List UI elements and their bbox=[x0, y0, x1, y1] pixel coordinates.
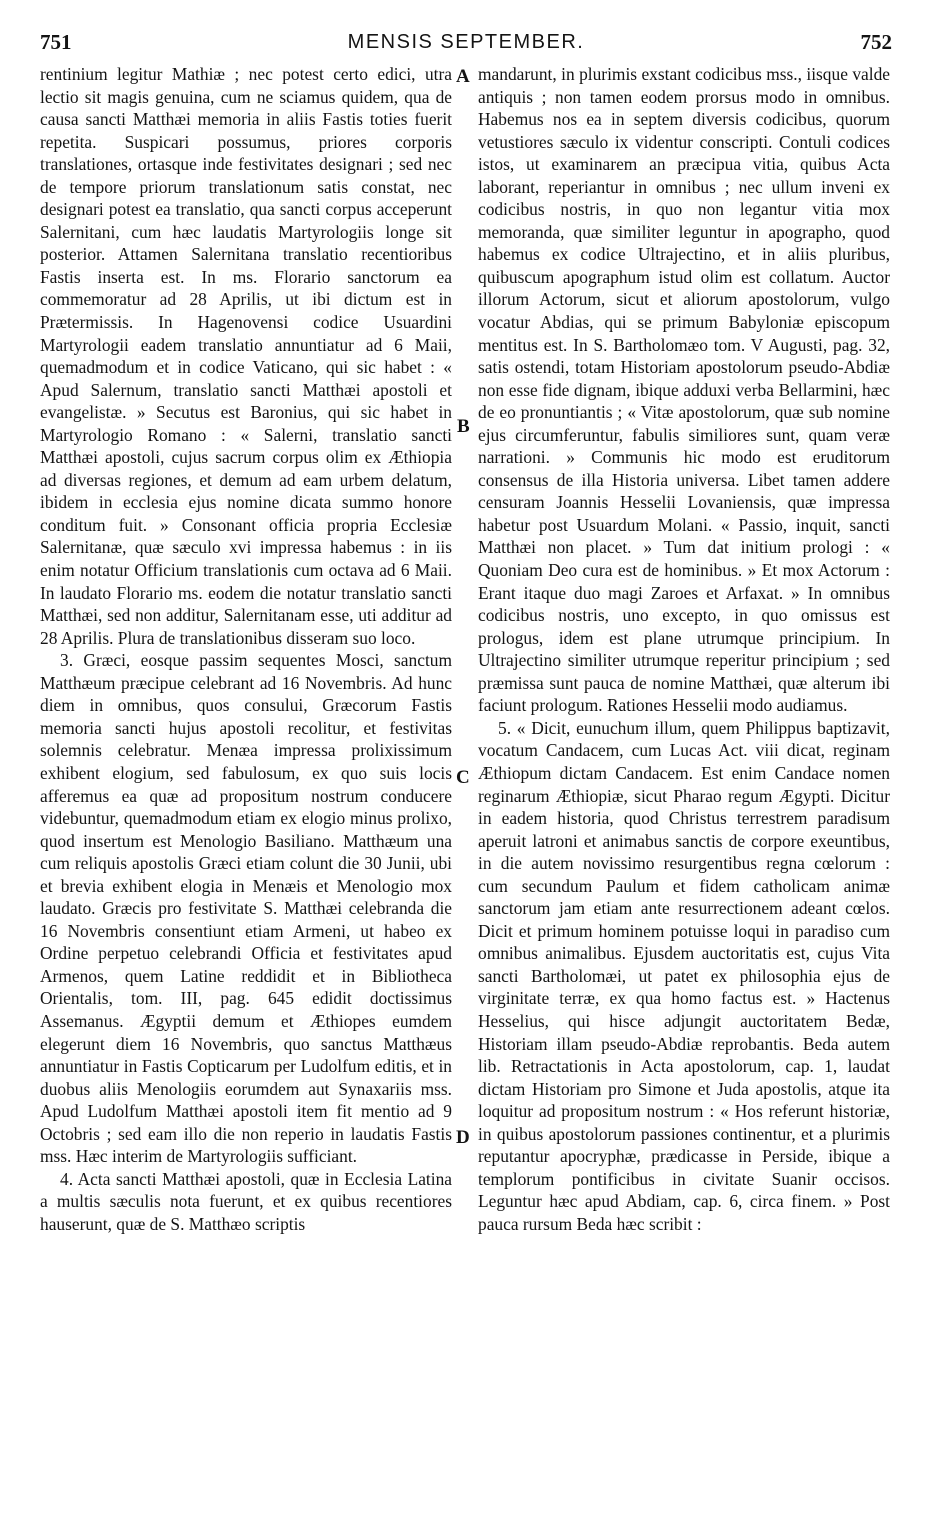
paragraph: 4. Acta sancti Matthæi apostoli, quæ in Ecclesia Latina a multis sæculis nota fuerunt, et ex quibus recentiores hauserunt, quæ de S. Matthæo scriptis bbox=[40, 1168, 452, 1234]
margin-marker-d: D bbox=[456, 1127, 470, 1148]
margin-marker-b: B bbox=[457, 416, 470, 437]
paragraph: 3. Græci, eosque passim sequentes Mosci, sanctum Matthæum præcipue celebrant ad 16 Novembris. Ad hunc diem in omnibus, quos consului, Græcorum Fastis memoria sancti hujus apostoli recolitur, et festivitas solemnis celebratur. Menæa impressa prolixissimum exhibent elogium, sed fabulosum, ex quo suis locis afferemus ea quæ ad propositum nostrum conducere videbuntur, quemadmodum etiam ex elogio minus prolixo, quod insertum est Menologio Basiliano. Matthæum una cum reliquis apostolis Græci etiam colunt die 30 Junii, ubi et brevia exhibent elogia in Menæis et Menologio mox laudato. Græcis pro festivitate S. Matthæi celebranda die 16 Novembris consentiunt etiam Armeni, ut habeo ex Ordine perpetuo celebrandi Officia et festivitates apud Armenos, quem Latine reddidit et in Bibliotheca Orientalis, tom. III, pag. 645 edidit doctissimus Assemanus. Ægyptii demum et Æthiopes eumdem elegerunt diem 16 Novembris, quo sanctus Matthæus annuntiatur in Fastis Copticarum per Ludolfum editis, et in duobus aliis Menologiis eorumdem aut Synaxariis mss. Apud Ludolfum Matthæi apostoli item fit mentio ad 9 Octobris ; sed eam illo die non reperio in laudatis Fastis mss. Hæc interim de Martyrologiis sufficiant. bbox=[40, 650, 452, 1167]
margin-marker-c: C bbox=[456, 767, 470, 788]
page-number-left: 751 bbox=[40, 30, 72, 54]
margin-marker-a: A bbox=[456, 66, 470, 87]
right-column bbox=[478, 63, 890, 1503]
paragraph: 5. « Dicit, eunuchum illum, quem Philippus baptizavit, vocatum Candacem, cum Lucas Act. viii dicat, reginam Æthiopum dictam Candacem. Est enim Candace nomen reginarum Æthiopiæ, sicut Pharao regum Ægypti. Dicitur in eadem historia, quod Christus terrestrem paradisum aperuit latroni et animabus sanctis de corpore exeuntibus, in die autem novissimo resurgentibus regna cœlorum : cum secundum Paulum et fidem catholicam animæ sanctorum jam etiam ante resurrectionem adeant cœlos. Dicit et primum hominem potuisse loqui in paradiso cum omnibus animalibus. Ejusdem auctoritatis est, cujus Vita sancti Bartholomæi, ut patet ex philosophia ejus de virginitate terræ, ex qua homo factus est. » Hactenus Hesselius, qui hisce adjungit auctoritatem Bedæ, Historiam illam pseudo-Abdiæ reprobantis. Beda autem lib. Retractationis in Acta apostolorum, cap. 1, laudat dictam Historiam pro Simone et Juda apostolis, atque ita loquitur ad propositum nostrum : « Hos referunt historiæ, in quibus apostolorum passiones continentur, et a plurimis reputantur apocryphæ, prædicasse in Perside, ibique a templorum pontificibus in civitate Suanir occisos. Leguntur hæc apud Abdiam, cap. 6, circa finem. » Post pauca rursum Beda hæc scribit : bbox=[478, 717, 890, 1234]
page-header bbox=[40, 30, 892, 60]
paragraph: rentinium legitur Mathiæ ; nec potest certo edici, utra lectio sit magis genuina, cum ne sciamus quidem, qua de causa sancti Matthæi memoria in aliis Fastis toties fuerit repetita. Suspicari possumus, priores corporis translationes, ortasque inde festivitates designari ; sed nec de tempore priorum translationum satis constat, nec designari potest ea translatio, qua sancti corpus acceperunt Salernitani, cum hæc laudatis Martyrologiis longe sit posterior. Attamen Salernitana translatio recentioribus Fastis inserta est. In ms. Florario sanctorum ea commemoratur ad 28 Aprilis, ut ibi dictum est in Prætermissis. In Hagenovensi codice Usuardini Martyrologii eadem translatio annuntiatur ad 6 Maii, quemadmodum et in codice Vaticano, qui sic habet : « Apud Salernum, translatio sancti Matthæi apostoli et evangelistæ. » Secutus est Baronius, qui sic habet in Martyrologio Romano : « Salerni, translatio sancti Matthæi apostoli, cujus sacrum corpus olim ex Æthiopia ad diversas regiones, et demum ad eam urbem delatum, ibidem in ecclesia ejus nomine dicata summo honore conditum fuit. » Consonant officia propria Ecclesiæ Salernitanæ, quæ sæculo xvi impressa habemus : in iis enim notatur Officium translationis cum octava ad 6 Maii. In laudato Florario ms. eodem die notatur translatio sancti Matthæi, sed non additur, Salernitanam esse, uti additur ad 28 Aprilis. Plura de translationibus disseram suo loco. bbox=[40, 64, 452, 648]
running-title: MENSIS SEPTEMBER. bbox=[347, 31, 585, 53]
page-number-right: 752 bbox=[860, 30, 892, 54]
left-column bbox=[40, 63, 452, 1503]
paragraph: mandarunt, in plurimis exstant codicibus mss., iisque valde antiquis ; non tamen eodem prorsus modo in omnibus. Habemus nos ea in septem diversis codicibus, quorum vetustiores sæculo ix videntur conscripti. Contuli codices istos, ut examinarem an præcipua vitia, quibus Acta laborant, reperiantur in omnibus ; nec ullum inveni ex codicibus nostris, in quo non legantur vitia mox memoranda, quæ similiter leguntur in apographo, quod habemus ex codice Ultrajectino, et in aliis pluribus, quibuscum apographum istud olim est collatum. Auctor illorum Actorum, sicut et aliorum apostolorum, vulgo vocatur Abdias, qui se primum Babyloniæ episcopum mentitus est. In S. Bartholomæo tom. V Augusti, pag. 32, satis ostendi, totam Historiam apostolorum pseudo-Abdiæ non esse fide dignam, ibique adduxi verba Bellarmini, hæc de eo pronuntiantis ; « Vitæ apostolorum, quæ sub nomine ejus circumferuntur, fabulis similiores sunt, quam veræ narrationi. » Communis hic modo est eruditorum consensus de illa Historia universa. Libet tamen addere censuram Joannis Hesselii Lovaniensis, quæ impressa habetur post Usuardum Molani. « Passio, inquit, sancti Matthæi non placet. » Tum dat initium prologi : « Quoniam Deo cura est de hominibus. » Et mox Actorum : Erant itaque duo magi Zaroes et Arfaxat. » In omnibus codicibus nostris, uno excepto, in quo omissus est prologus, idem est plane utrumque principium. In Ultrajectino similiter utrumque reperitur principium ; sed præmissa sunt pauca de nomine Matthæi, quæ alterum ibi faciunt prologum. Rationes Hesselii modo audiamus. bbox=[478, 64, 890, 716]
